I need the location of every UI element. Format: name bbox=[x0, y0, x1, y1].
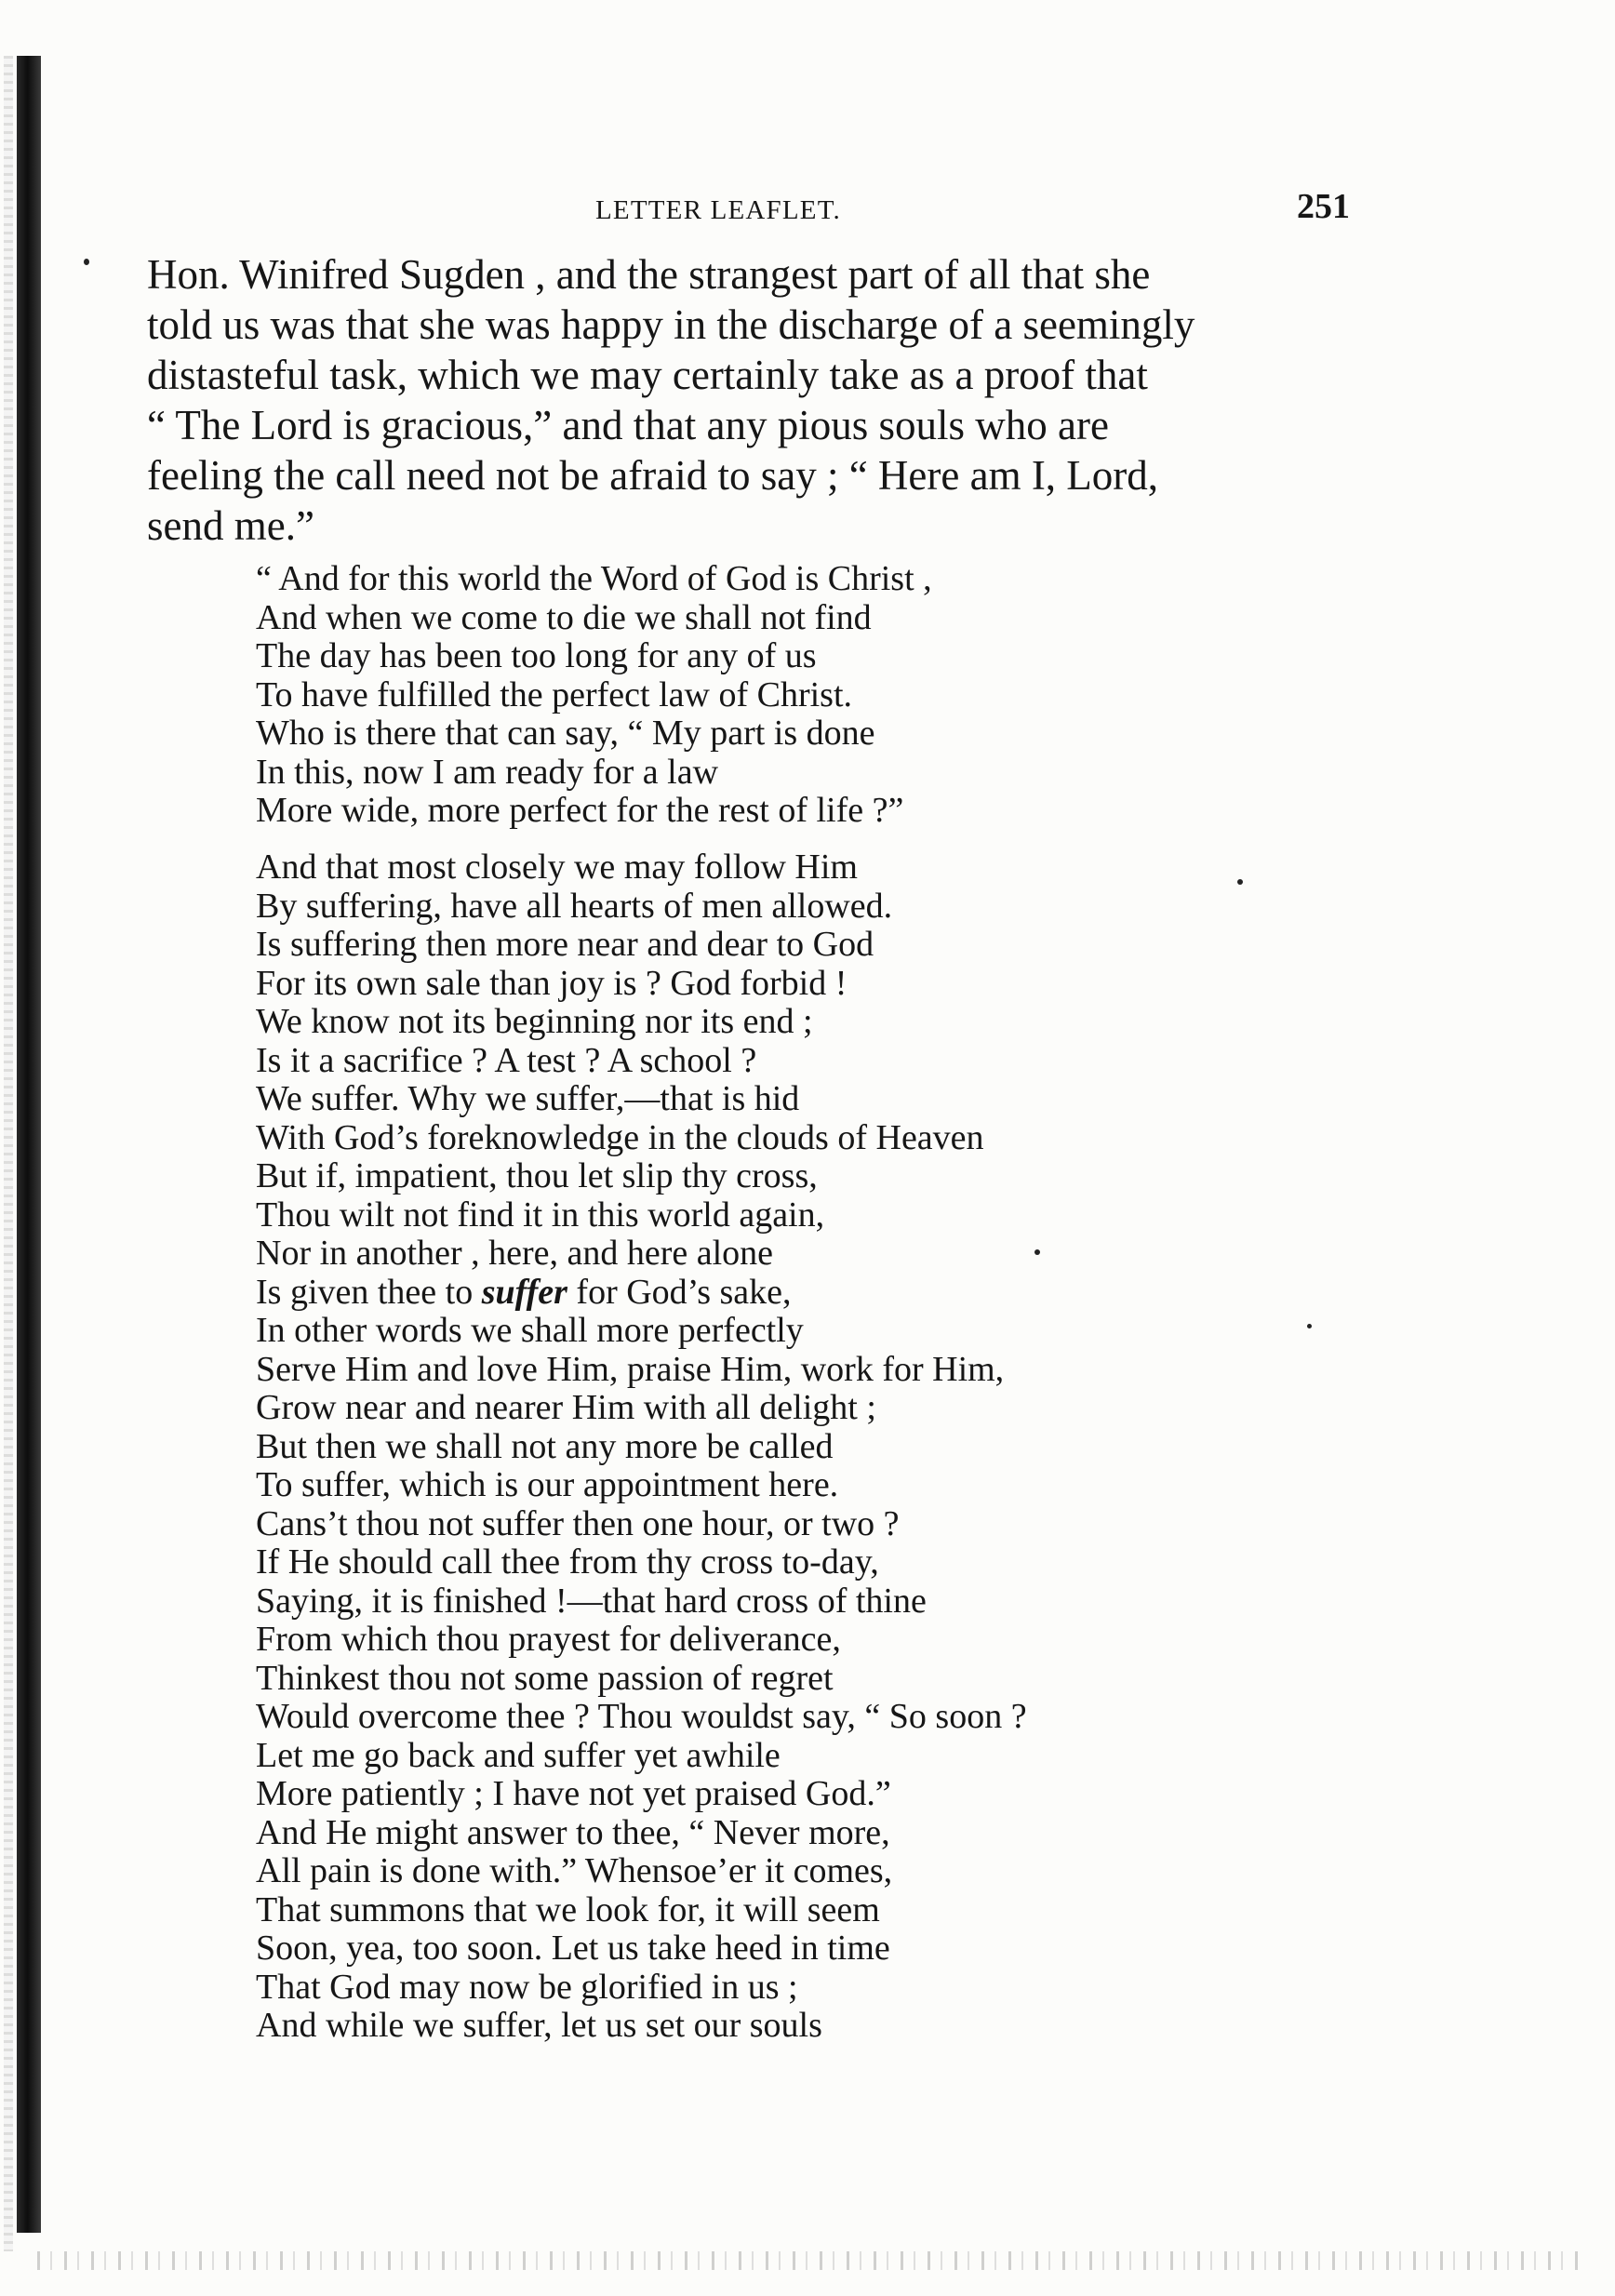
verse-line: Cans’t thou not suffer then one hour, or two ? bbox=[256, 1503, 900, 1543]
print-speck bbox=[84, 259, 89, 265]
verse-line: “ And for this world the Word of God is Christ , bbox=[256, 559, 932, 598]
verse-line: Is it a sacrifice ? A test ? A school ? bbox=[256, 1040, 757, 1080]
verse-line: We know not its beginning nor its end ; bbox=[256, 1002, 813, 1041]
prose-line: distasteful task, which we may certainly take as a proof that bbox=[147, 352, 1148, 398]
verse-line: By suffering, have all hearts of men allowed. bbox=[256, 886, 893, 926]
prose-line: send me.” bbox=[147, 502, 314, 549]
prose-line: told us was that she was happy in the discharge of a seemingly bbox=[147, 301, 1195, 348]
verse-line: Serve Him and love Him, praise Him, work for Him, bbox=[256, 1349, 1005, 1389]
verse-line: Who is there that can say, “ My part is done bbox=[256, 714, 875, 753]
poem-stanza-1 bbox=[256, 560, 1326, 831]
verse-line: Grow near and nearer Him with all delight ; bbox=[256, 1388, 876, 1427]
prose-line: feeling the call need not be afraid to say ; “ Here am I, Lord, bbox=[147, 452, 1159, 499]
verse-line: More patiently ; I have not yet praised God.” bbox=[256, 1774, 891, 1813]
verse-line: Thou wilt not find it in this world again, bbox=[256, 1195, 825, 1235]
verse-line: That God may now be glorified in us ; bbox=[256, 1967, 798, 2007]
prose-line: “ The Lord is gracious,” and that any pious souls who are bbox=[147, 402, 1109, 448]
running-head: LETTER LEAFLET. bbox=[595, 195, 841, 225]
book-gutter bbox=[17, 56, 41, 2233]
verse-line: And while we suffer, let us set our souls bbox=[256, 2006, 822, 2045]
verse-line: More wide, more perfect for the rest of life ?” bbox=[256, 791, 904, 830]
verse-line: And He might answer to thee, “ Never more, bbox=[256, 1812, 890, 1852]
prose-line: Hon. Winifred Sugden , and the strangest part of all that she bbox=[147, 251, 1151, 298]
verse-line: Would overcome thee ? Thou wouldst say, “ So soon ? bbox=[256, 1697, 1027, 1736]
page-header bbox=[0, 182, 1615, 229]
verse-line: But then we shall not any more be called bbox=[256, 1426, 834, 1466]
verse-line: In other words we shall more perfectly bbox=[256, 1311, 804, 1350]
verse-line: With God’s foreknowledge in the clouds of Heaven bbox=[256, 1117, 984, 1157]
verse-line: Saying, it is finished !—that hard cross of thine bbox=[256, 1581, 927, 1621]
verse-line: Nor in another , here, and here alone bbox=[256, 1234, 774, 1273]
poem-stanza-2 bbox=[256, 848, 1326, 2046]
page-edge-shadow bbox=[4, 56, 13, 2251]
verse-line: And that most closely we may follow Him bbox=[256, 848, 858, 887]
verse-line: Let me go back and suffer yet awhile bbox=[256, 1735, 781, 1775]
verse-line: All pain is done with.” Whensoe’er it comes, bbox=[256, 1851, 893, 1890]
verse-line: But if, impatient, thou let slip thy cross, bbox=[256, 1156, 818, 1195]
verse-line: To suffer, which is our appointment here. bbox=[256, 1465, 839, 1504]
verse-line: Thinkest thou not some passion of regret bbox=[256, 1658, 834, 1698]
verse-line: To have fulfilled the perfect law of Christ. bbox=[256, 674, 853, 714]
verse-line: That summons that we look for, it will seem bbox=[256, 1889, 880, 1929]
verse-line: We suffer. Why we suffer,—that is hid bbox=[256, 1079, 800, 1118]
verse-line: If He should call thee from thy cross to-day, bbox=[256, 1542, 879, 1582]
verse-text: Is given thee to bbox=[256, 1272, 482, 1312]
verse-line: Is suffering then more near and dear to God bbox=[256, 925, 874, 964]
prose-paragraph bbox=[147, 249, 1403, 551]
verse-line: For its own sale than joy is ? God forbid ! bbox=[256, 963, 848, 1003]
italic-emphasis: suffer bbox=[481, 1272, 567, 1312]
verse-line: In this, now I am ready for a law bbox=[256, 752, 719, 792]
scan-noise bbox=[37, 2251, 1582, 2270]
verse-line-italic bbox=[256, 1274, 1326, 1313]
verse-line: And when we come to die we shall not find bbox=[256, 597, 872, 637]
verse-text: for God’s sake, bbox=[567, 1272, 792, 1312]
verse-line: Soon, yea, too soon. Let us take heed in time bbox=[256, 1929, 890, 1968]
verse-line: From which thou prayest for deliverance, bbox=[256, 1620, 841, 1659]
verse-line: The day has been too long for any of us bbox=[256, 636, 817, 675]
page-number: 251 bbox=[1297, 187, 1350, 226]
